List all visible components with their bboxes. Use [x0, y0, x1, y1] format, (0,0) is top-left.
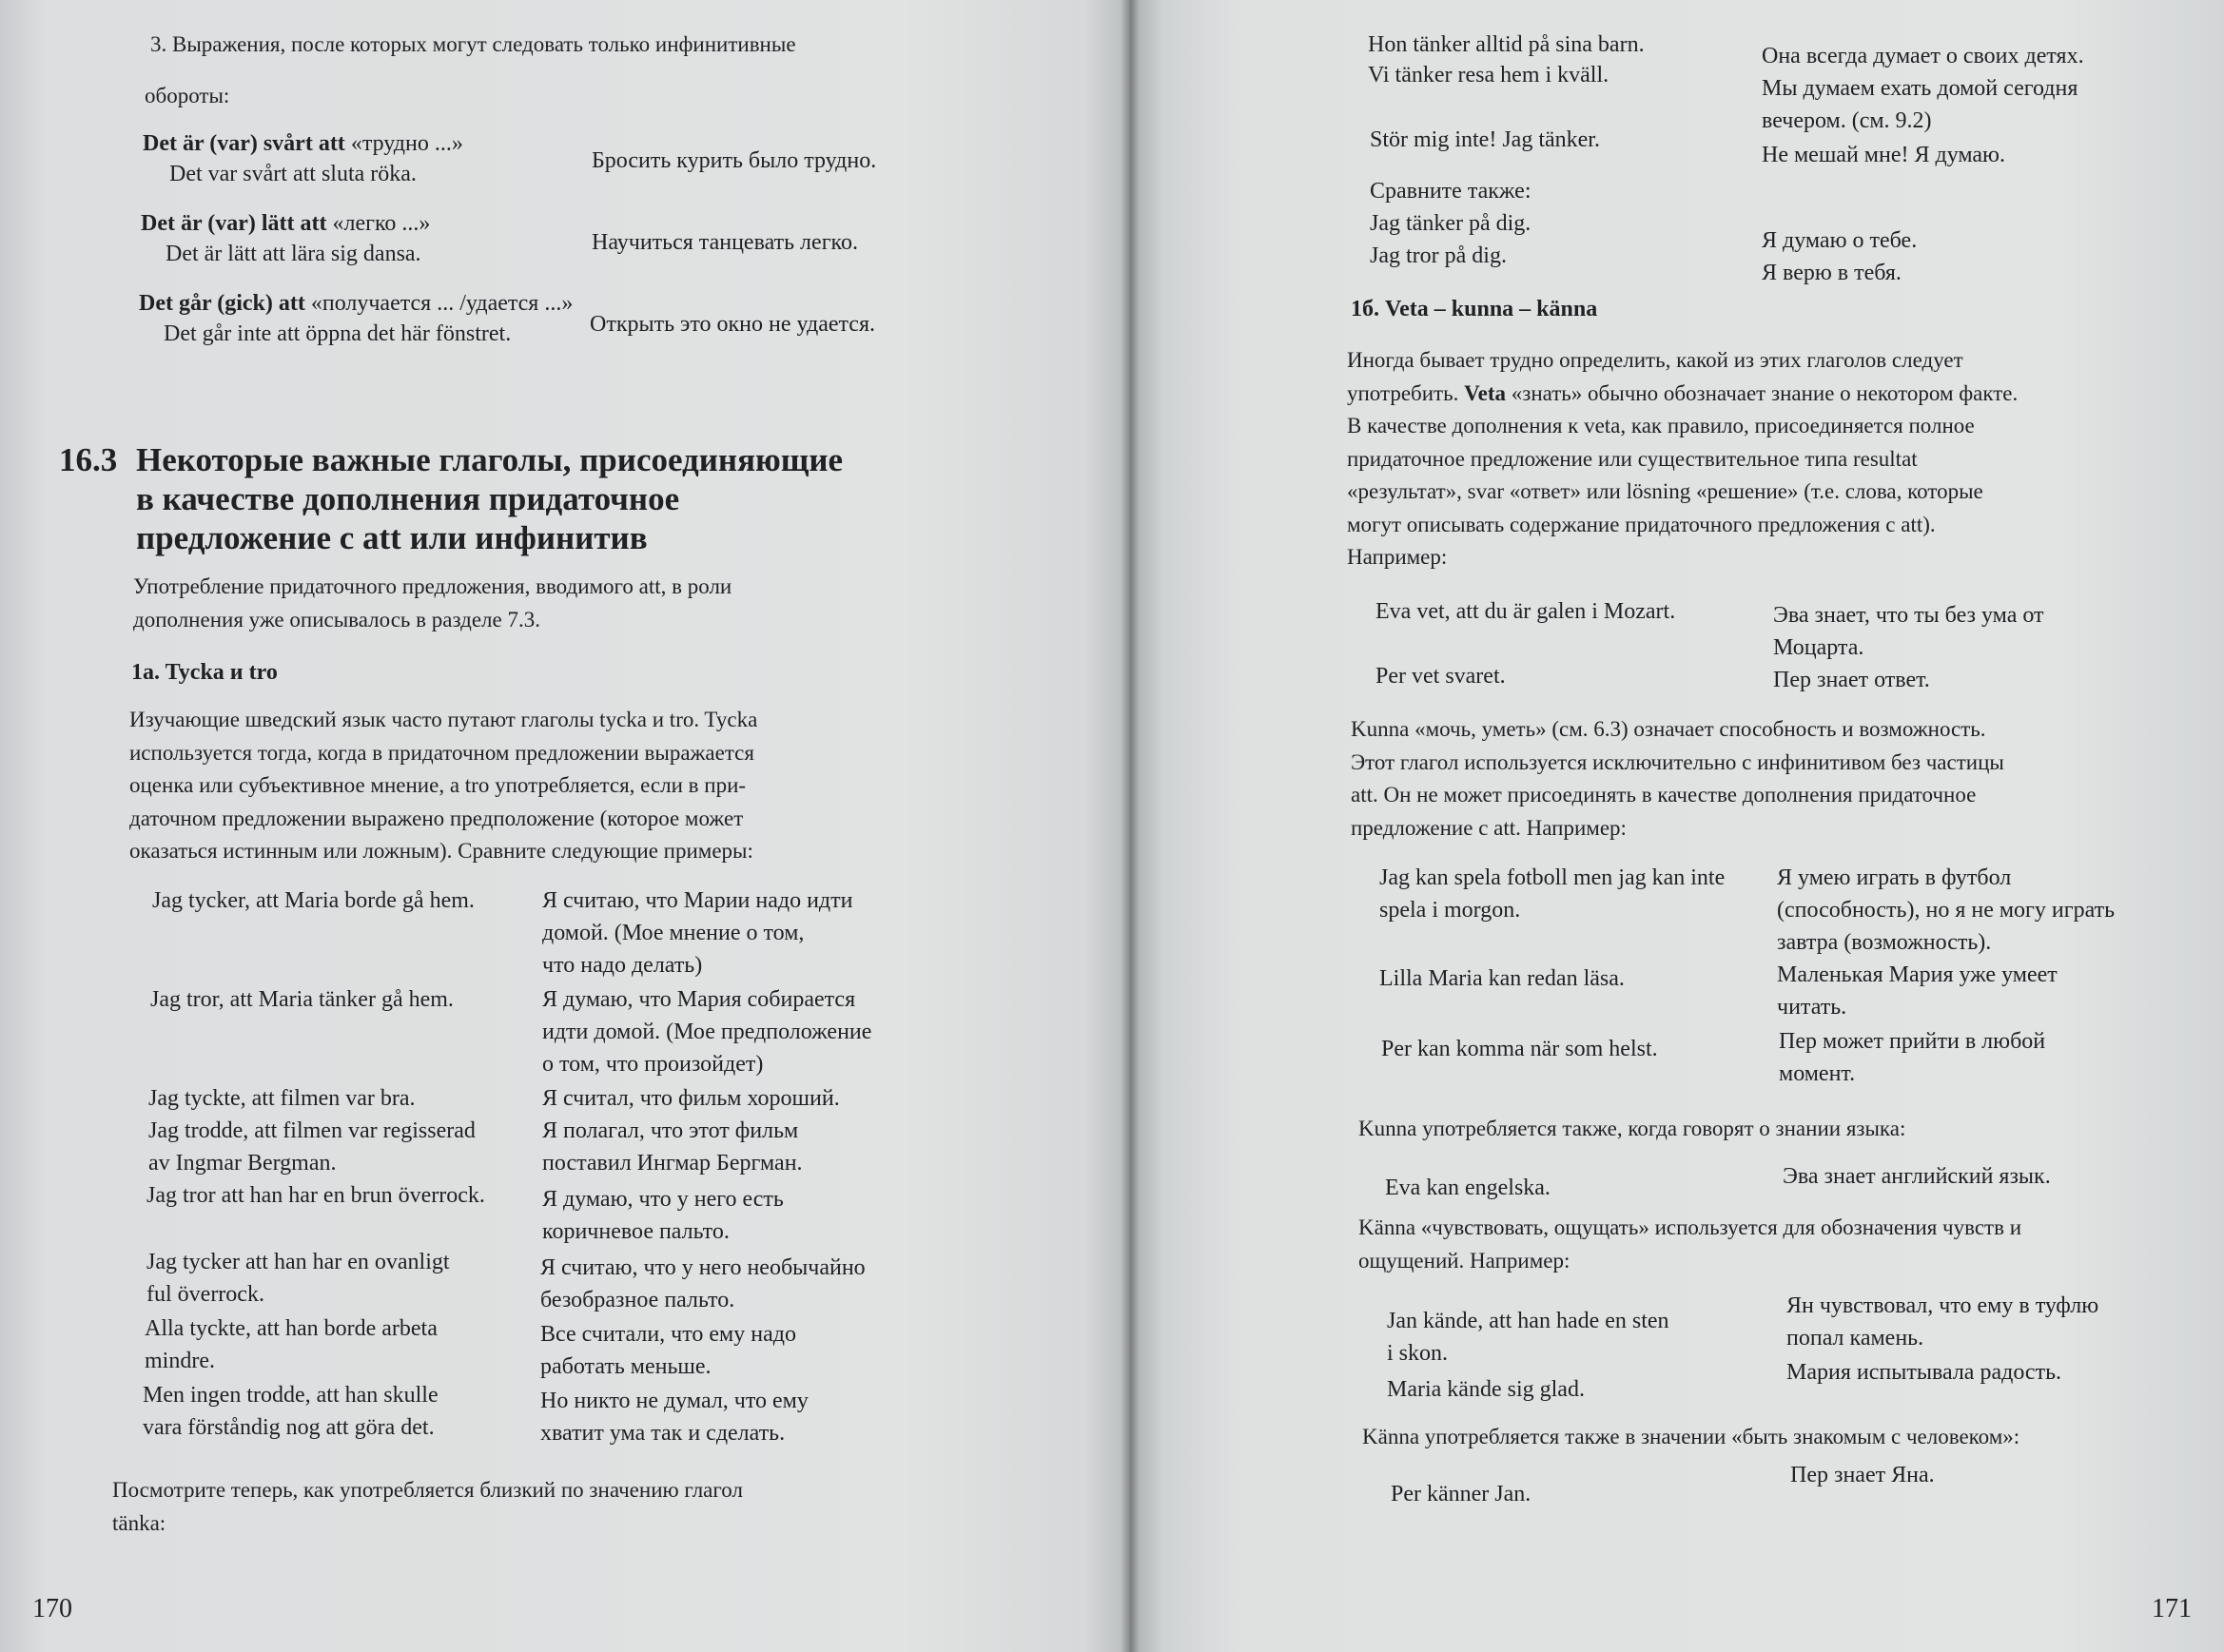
- page-number-right: 171: [2152, 1594, 2192, 1623]
- example-ru-7: Все считали, что ему надо работать меньше.: [540, 1322, 796, 1379]
- example-sv-1: Jag tycker, att Maria borde gå hem.: [152, 888, 475, 913]
- example-sv-2: Jag tror, att Maria tänker gå hem.: [150, 987, 454, 1012]
- kanna-sv-3: Per känner Jan.: [1391, 1482, 1531, 1506]
- tanka-sv-2: Vi tänker resa hem i kväll.: [1368, 63, 1609, 87]
- right-page: [1130, 0, 2224, 1652]
- para-line-4: даточном предложении выражено предположение (которое может: [129, 806, 744, 830]
- section-heading-line1: Некоторые важные глаголы, присоединяющие: [136, 441, 844, 478]
- kunna-sv-2: Lilla Maria kan redan läsa.: [1379, 966, 1625, 991]
- kunna-paragraph: Kunna «мочь, уметь» (см. 6.3) означает способность и возможность. Этот глагол используется исключительно с инфинитивом без частицы att. Он не может присоединять в качестве дополнения придаточное предложение с att. Например:: [1351, 717, 2004, 840]
- tanka-sv-5: Jag tror på dig.: [1370, 243, 1507, 268]
- kanna-paragraph: Känna «чувствовать, ощущать» используется для обозначения чувств и ощущений. Например:: [1358, 1215, 2022, 1273]
- example-ru-5: Я думаю, что у него есть коричневое пальто.: [542, 1187, 784, 1244]
- example-sv-7: Alla tyckte, att han borde arbeta mindre.: [145, 1316, 438, 1373]
- intro-line-2: дополнения уже описывалось в разделе 7.3.: [133, 607, 540, 632]
- example-ru-3: Я считал, что фильм хороший.: [542, 1086, 840, 1111]
- tanka-paragraph: [112, 1474, 955, 1540]
- expression-3-example: Det går inte att öppna det här fönstret.: [164, 321, 512, 346]
- tanka-ru-2: Мы думаем ехать домой сегодня вечером. (см. 9.2): [1762, 76, 2078, 133]
- section-heading-line2: в качестве дополнения придаточное: [136, 480, 680, 517]
- kanna-acquaintance-line: Känna употребляется также в значении «быть знакомым с человеком»:: [1362, 1425, 2020, 1448]
- tanka-sv-3: Stör mig inte! Jag tänker.: [1370, 127, 1600, 152]
- veta-sv-2: Per vet svaret.: [1375, 664, 1506, 689]
- compare-label: Сравните также:: [1370, 179, 1531, 204]
- section3-title-line2: обороты:: [145, 84, 230, 107]
- intro-paragraph: [133, 571, 961, 636]
- book-gutter: [1121, 0, 1140, 1652]
- example-sv-4: Jag trodde, att filmen var regisserad av Ingmar Bergman.: [148, 1118, 476, 1176]
- para-line-2: используется тогда, когда в придаточном предложении выражается: [129, 740, 754, 765]
- example-ru-6: Я считаю, что у него необычайно безобразное пальто.: [540, 1255, 866, 1312]
- tanka-sv-1: Hon tänker alltid på sina barn.: [1368, 32, 1645, 57]
- expression-2-head: Det är (var) lätt att «легко ...»: [141, 211, 431, 236]
- intro-line-1: Употребление придаточного предложения, вводимого att, в роли: [133, 574, 732, 598]
- kunna-language-line: Kunna употребляется также, когда говорят о знании языка:: [1358, 1117, 1906, 1140]
- tanka-ru-4: Я думаю о тебе.: [1762, 228, 1918, 253]
- kunna-ru-2: Маленькая Мария уже умеет читать.: [1777, 962, 2058, 1020]
- section-heading-number: 16.3: [59, 441, 118, 478]
- section3-title-line1: 3. Выражения, после которых могут следовать только инфинитивные: [150, 32, 796, 56]
- kanna-ru-3: Пер знает Яна.: [1790, 1463, 1935, 1487]
- example-ru-8: Но никто не думал, что ему хватит ума так и сделать.: [540, 1389, 809, 1446]
- tanka-ru-5: Я верю в тебя.: [1762, 261, 1902, 285]
- tanka-line-1: Посмотрите теперь, как употребляется близкий по значению глагол: [112, 1478, 743, 1502]
- kanna-ru-1: Ян чувствовал, что ему в туфлю попал камень.: [1786, 1293, 2099, 1351]
- veta-ru-2: Пер знает ответ.: [1773, 668, 1930, 692]
- kunna-ru-3: Пер может прийти в любой момент.: [1779, 1029, 2046, 1086]
- expression-3-head: Det går (gick) att «получается ... /удается ...»: [139, 291, 574, 316]
- tanka-ru-3: Не мешай мне! Я думаю.: [1762, 143, 2005, 167]
- para-line-1: Изучающие шведский язык часто путают глаголы tycka и tro. Tycka: [129, 708, 758, 731]
- expression-3-translation: Открыть это окно не удается.: [590, 312, 875, 337]
- example-sv-6: Jag tycker att han har en ovanligt ful överrock.: [146, 1250, 450, 1307]
- kunna-sv-3: Per kan komma när som helst.: [1381, 1037, 1658, 1061]
- subheading-1a: 1a. Tycka и tro: [131, 660, 278, 685]
- kunna-ru-1: Я умею играть в футбол (способность), но я не могу играть завтра (возможность).: [1777, 865, 2116, 955]
- para-line-3: оценка или субъективное мнение, а tro употребляется, если в при-: [129, 773, 747, 797]
- kunna-sv-1: Jag kan spela fotboll men jag kan inte spela i morgon.: [1379, 865, 1726, 923]
- expression-2-example: Det är lätt att lära sig dansa.: [166, 242, 421, 266]
- tanka-ru-1: Она всегда думает о своих детях.: [1762, 44, 2084, 68]
- example-sv-8: Men ingen trodde, att han skulle vara förståndig nog att göra det.: [143, 1383, 439, 1440]
- tycka-tro-paragraph: [129, 704, 963, 868]
- kanna-sv-2: Maria kände sig glad.: [1387, 1377, 1585, 1402]
- example-ru-4: Я полагал, что этот фильм поставил Ингмар Бергман.: [542, 1118, 803, 1176]
- example-sv-3: Jag tyckte, att filmen var bra.: [148, 1086, 416, 1111]
- expression-1-example: Det var svårt att sluta röka.: [169, 162, 417, 186]
- example-ru-1: Я считаю, что Марии надо идти домой. (Мое мнение о том, что надо делать): [542, 888, 853, 978]
- example-sv-5: Jag tror att han har en brun överrock.: [146, 1183, 485, 1208]
- example-ru-2: Я думаю, что Мария собирается идти домой. (Мое предположение о том, что произойдет): [542, 987, 872, 1077]
- kanna-ru-2: Мария испытывала радость.: [1786, 1360, 2062, 1385]
- para-line-5: оказаться истинным или ложным). Сравните следующие примеры:: [129, 839, 753, 863]
- kunna-sv-4: Eva kan engelska.: [1385, 1176, 1551, 1200]
- veta-ru-1: Эва знает, что ты без ума от Моцарта.: [1773, 603, 2044, 660]
- veta-sv-1: Eva vet, att du är galen i Mozart.: [1375, 599, 1676, 624]
- expression-1-head: Det är (var) svårt att «трудно ...»: [143, 131, 463, 156]
- kanna-sv-1: Jan kände, att han hade en sten i skon.: [1387, 1309, 1669, 1366]
- tanka-line-2: tänka:: [112, 1510, 166, 1535]
- veta-paragraph: Иногда бывает трудно определить, какой из этих глаголов следует употребить. Veta «знать» обычно обозначает знание о некотором факте. В качестве дополнения к veta, как правило, присоединяется полное придаточное предложение или существительное типа resultat «результат», svar «ответ» или lösning «решение» (т.е. слова, которые могут описывать содержание придаточного предложения с att). Например:: [1347, 348, 2019, 569]
- kunna-ru-4: Эва знает английский язык.: [1783, 1164, 2051, 1189]
- tanka-sv-4: Jag tänker på dig.: [1370, 211, 1531, 236]
- section-heading-line3: предложение с att или инфинитив: [136, 519, 648, 556]
- page-number-left: 170: [32, 1594, 72, 1623]
- expression-1-translation: Бросить курить было трудно.: [592, 148, 877, 173]
- expression-2-translation: Научиться танцевать легко.: [592, 230, 858, 255]
- subheading-1b: 1б. Veta – kunna – känna: [1351, 297, 1598, 321]
